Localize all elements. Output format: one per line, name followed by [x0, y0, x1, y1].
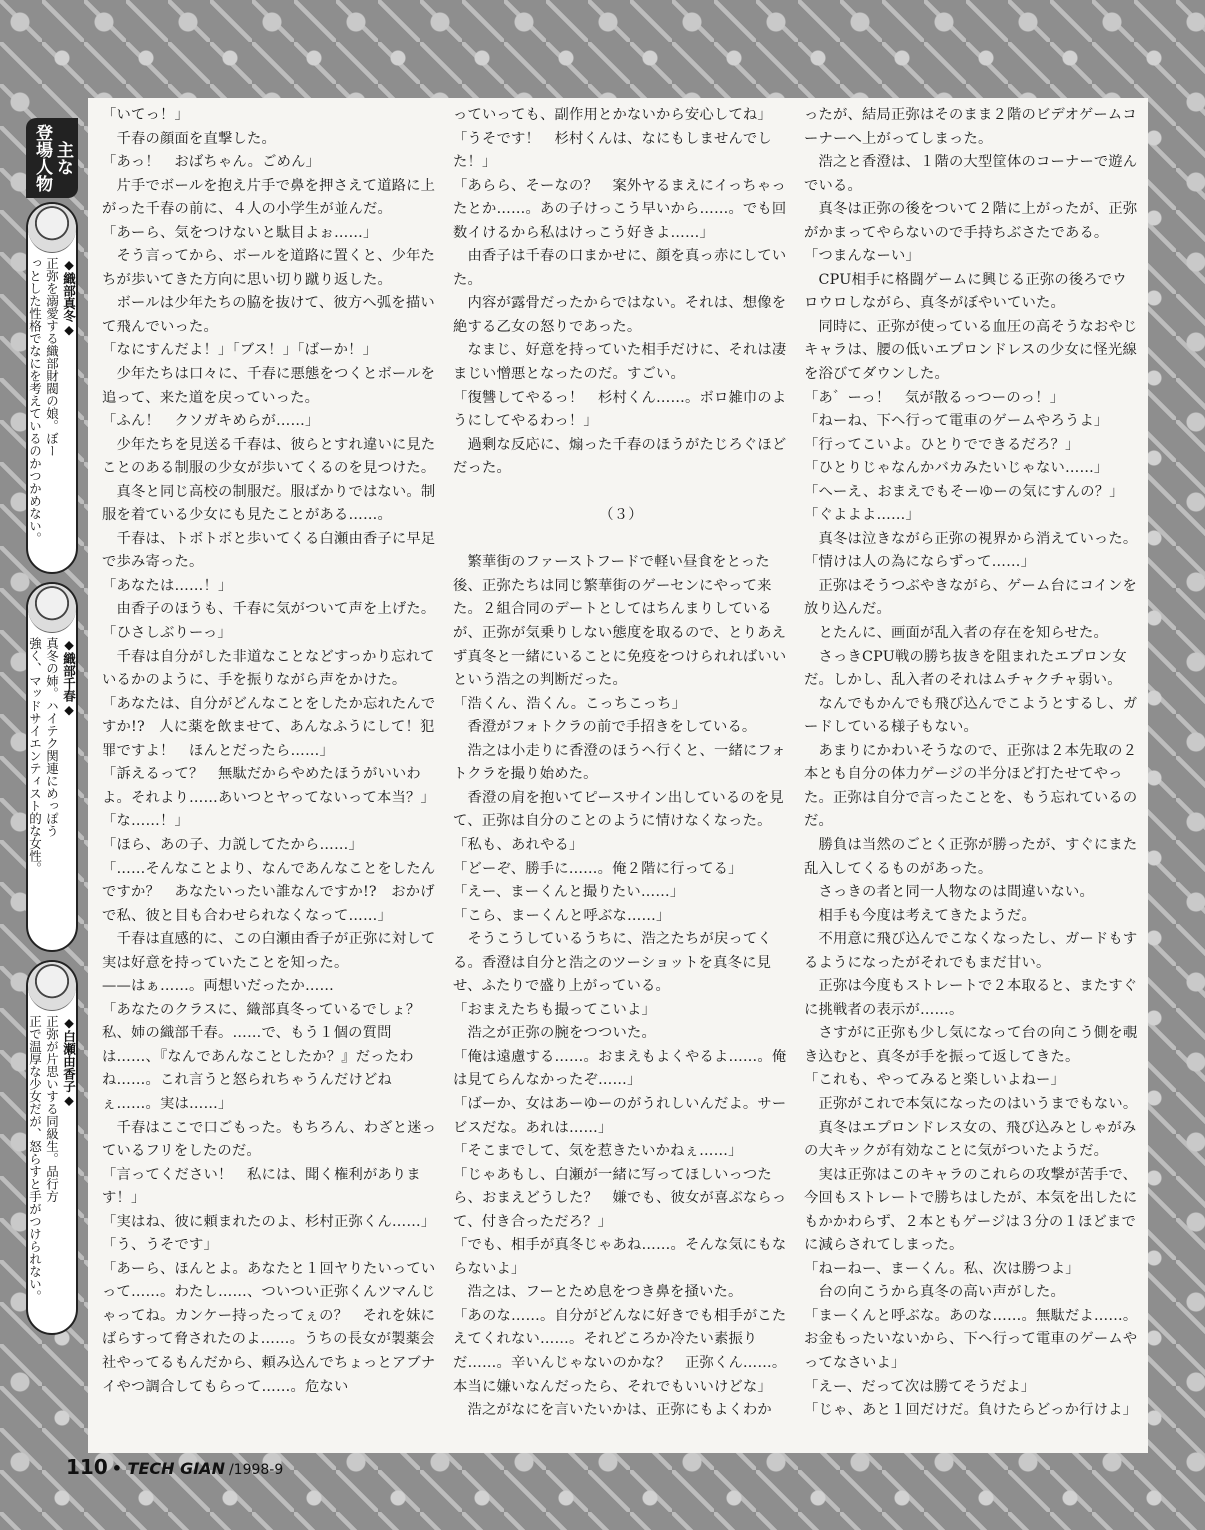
- character-card-mafuyu: [26, 202, 78, 574]
- paragraph: 「ふん！ クソガキめらが……」: [102, 413, 320, 430]
- paragraph: 浩之は小走りに香澄のほうへ行くと、一緒にフォトクラを撮り始めた。: [453, 742, 786, 783]
- paragraph: 「ほら、あの子、力説してたから……」: [102, 836, 363, 853]
- paragraph: ボールは少年たちの脇を抜けて、彼方へ弧を描いて飛んでいった。: [102, 295, 435, 335]
- paragraph: [453, 481, 789, 505]
- paragraph: そう言ってから、ボールを道路に置くと、少年たちが歩いてきた方向に思い切り蹴り返した。: [102, 248, 436, 288]
- paragraph: ——はぁ……。両想いだったか……: [102, 978, 334, 995]
- paragraph: 「これも、やってみると楽しいよねー」: [804, 1072, 1065, 1089]
- paragraph: 「ばーか、女はあーゆーのがうれしいんだよ。サービスだな。あれは……」: [453, 1095, 787, 1136]
- character-desc-line-2: 正で温厚な少女だが、怒らすと手がつけられない。: [27, 1015, 43, 1303]
- paragraph: 真冬は泣きながら正弥の視界から消えていった。: [804, 530, 1138, 547]
- page-footer: [66, 1455, 283, 1485]
- paragraph: 「実はね、彼に頼まれたのよ、杉村正弥くん……」: [102, 1213, 436, 1230]
- paragraph: 千春は直感的に、この白瀬由香子が正弥に対して実は好意を持っていたことを知った。: [102, 931, 436, 971]
- sidebar-heading-line-1: 主な: [53, 141, 73, 175]
- paragraph: 「訴えるって？ 無駄だからやめたほうがいいわよ。それより……あいつとヤってないって本当？」: [102, 766, 435, 806]
- paragraph: 「行ってこいよ。ひとりでできるだろ？」: [804, 436, 1080, 453]
- paragraph: 同時に、正弥が使っている血圧の高そうなおやじキャラは、腰の低いエプロンドレスの少女に怪光線を浴びてダウンした。: [804, 318, 1138, 383]
- paragraph: 「おまえたちも撮ってこいよ」: [453, 1001, 656, 1018]
- paragraph: さすがに正弥も少し気になって台の向こう側を覗き込むと、真冬が手を振って返してきた。: [804, 1025, 1138, 1065]
- sidebar-heading: [26, 118, 78, 198]
- paragraph: 「まーくんと呼ぶな。あのな……。無駄だよ……。お金もったいないから、下へ行って電車のゲームやってなさいよ」: [804, 1307, 1138, 1371]
- paragraph: 「ねーね、下へ行って電車のゲームやろうよ」: [804, 413, 1109, 430]
- paragraph: 正弥がこれで本気になったのはいうまでもない。: [804, 1095, 1138, 1112]
- paragraph: 相手も今度は考えてきたようだ。: [804, 907, 1036, 924]
- paragraph: 内容が露骨だったからではない。それは、想像を絶する乙女の怒りであった。: [453, 295, 787, 335]
- paragraph: 「なにすんだよ！」「ブス！」「ばーか！」: [102, 342, 378, 359]
- paragraph: 「こら、まーくんと呼ぶな……」: [453, 907, 671, 924]
- paragraph: なんでもかんでも飛び込んでこようとするし、ガードしている様子もない。: [804, 695, 1138, 736]
- paragraph: 千春の顔面を直撃した。: [102, 130, 276, 147]
- paragraph: 「な……！」: [102, 813, 189, 830]
- paragraph: 「あーら、ほんとよ。あなたと１回ヤりたいっていって……。わたし……、ついつい正弥くんツマんじゃってね。カンケー持ったってぇの？ それを妹にばらすって脅されたのよ……。うちの長女が製薬会社やってるもんだから、頼み込んでちょっとアブナイやつ調合してもらって……。危ない: [102, 1260, 436, 1395]
- paragraph: 千春は、トボトボと歩いてくる白瀬由香子に早足で歩み寄った。: [102, 530, 436, 571]
- avatar: [28, 584, 76, 633]
- paragraph: 「へーえ、おまえでもそーゆーの気にすんの？」: [804, 483, 1124, 500]
- paragraph: 「情けは人の為にならずって……」: [804, 554, 1036, 571]
- paragraph: 少年たちを見送る千春は、彼らとすれ違いに見たことのある制服の少女が歩いてくるのを見つけた。: [102, 436, 436, 477]
- paragraph: 「そこまでして、気を惹きたいかねぇ……」: [453, 1143, 743, 1160]
- character-desc-line-1: 正弥が片思いする同級生。品行方: [44, 1015, 60, 1203]
- paragraph: 勝負は当然のごとく正弥が勝ったが、すぐにまた乱入してくるものがあった。: [804, 836, 1138, 877]
- paragraph: 「浩くん、浩くん。こっちこっち」: [453, 695, 687, 712]
- page-body: [88, 98, 1148, 1453]
- paragraph: ったが、結局正弥はそのまま２階のビデオゲームコーナーへ上がってしまった。: [804, 107, 1137, 147]
- paragraph: 「あのな……。自分がどんなに好きでも相手がこたえてくれない……。それどころか冷たい素振りだ……。辛いんじゃないのかな？ 正弥くん……。本当に嫌いなんだったら、それでもいいけどな」: [453, 1307, 787, 1395]
- character-card-yukako: [26, 960, 78, 1335]
- paragraph: 千春はここで口ごもった。もちろん、わざと迷っているフリをしたのだ。: [102, 1119, 437, 1160]
- character-desc-line-2: 強く、マッドサイエンティスト的な女性。: [27, 637, 43, 875]
- paragraph: 真冬は正弥の後をついて２階に上がったが、正弥がかまってやらないので手持ちぶさたである。: [804, 201, 1138, 241]
- paragraph: 「つまんなーい」: [804, 248, 920, 265]
- paragraph: さっきの者と同一人物なのは間違いない。: [804, 884, 1094, 901]
- avatar: [28, 204, 76, 253]
- magazine-name: • TECH GIAN: [111, 1459, 225, 1478]
- character-desc-line-2: っとした性格でなにを考えているのかつかめない。: [27, 257, 43, 545]
- paragraph: 「あらら、そーなの？ 案外ヤるまえにイっちゃったとか……。あの子けっこう早いから……。でも回数イけるから私はけっこう好きよ……」: [453, 177, 787, 241]
- character-desc-line-1: 正弥を溺愛する織部財閥の娘。ぼー: [44, 257, 60, 457]
- paragraph: なまじ、好意を持っていた相手だけに、それは凄まじい憎悪となったのだ。すごい。: [453, 342, 787, 383]
- paragraph: 正弥はそうつぶやきながら、ゲーム台にコインを放り込んだ。: [804, 577, 1137, 618]
- paragraph: 香澄がフォトクラの前で手招きをしている。: [453, 719, 757, 736]
- paragraph: 実は正弥はこのキャラのこれらの攻撃が苦手で、今回もストレートで勝ちはしたが、本気を出したにもかかわらず、２本ともゲージは３分の１ほどまでに減らされてしまった。: [804, 1166, 1138, 1254]
- paragraph: 「復讐してやるっ！ 杉村くん……。ボロ雑巾のようにしてやるわっ！」: [453, 389, 787, 430]
- paragraph: そうこうしているうちに、浩之たちが戻ってくる。香澄は自分と浩之のツーショットを真冬に見せ、ふたりで盛り上がっている。: [453, 931, 772, 995]
- paragraph: 「……そんなことより、なんであんなことをしたんですか？ あなたいったい誰なんですか!? おかげで私、彼と目も合わせられなくなって……」: [102, 860, 436, 924]
- paragraph: さっきCPU戦の勝ち抜きを阻まれたエプロン女だ。しかし、乱入者のそれはムチャクチャ弱い。: [804, 648, 1127, 689]
- paragraph: 正弥は今度もストレートで２本取ると、またすぐに挑戦者の表示が……。: [804, 978, 1138, 1018]
- text-column-3: [804, 104, 1140, 1449]
- paragraph: [453, 528, 789, 552]
- paragraph: 「えー、だって次は勝てそうだよ」: [804, 1378, 1036, 1395]
- paragraph: 不用意に飛び込んでこなくなったし、ガードもするようになったがそれでもまだ甘い。: [804, 931, 1138, 971]
- paragraph: 台の向こうから真冬の高い声がした。: [804, 1284, 1065, 1301]
- paragraph: 千春は自分がした非道なことなどすっかり忘れているかのように、手を振りながら声をかけた。: [102, 648, 435, 689]
- paragraph: 繁華街のファーストフードで軽い昼食をとった後、正弥たちは同じ繁華街のゲーセンにやって来た。２組合同のデートとしてはちんまりしているが、正弥が気乗りしない態度を取るので、とりあえず真冬と一緒にいることに免疫をつけられればいいという浩之の判断だった。: [453, 554, 787, 689]
- paragraph: 「えー、まーくんと撮りたい……」: [453, 884, 685, 901]
- paragraph: 「うそです！ 杉村くんは、なにもしませんでした！」: [453, 130, 772, 171]
- paragraph: 香澄の肩を抱いてピースサイン出しているのを見て、正弥は自分のことのように情けなくなった。: [453, 789, 784, 830]
- character-card-chiharu: [26, 582, 78, 952]
- character-name: ◆織部千春◆: [61, 637, 77, 717]
- paragraph: 浩之が正弥の腕をつついた。: [453, 1025, 656, 1042]
- paragraph: 「言ってください！ 私には、聞く権利があります！」: [102, 1166, 421, 1207]
- paragraph: 「でも、相手が真冬じゃあね……。そんな気にもならないよ」: [453, 1237, 787, 1277]
- character-name: ◆白瀬由香子◆: [61, 1015, 77, 1108]
- paragraph: 「俺は遠慮する……。おまえもよくやるよ……。俺は見てらんなかったぞ……」: [453, 1048, 787, 1089]
- paragraph: 「あなたのクラスに、織部真冬っているでしょ？私、姉の織部千春。……で、もう１個の質問は……、『なんであんなことしたか？』だったわね……。これ言うと怒られちゃうんだけどねぇ……。実は……」: [102, 1001, 421, 1112]
- character-name: ◆織部真冬◆: [61, 257, 77, 337]
- paragraph: 「ぐよよよ……」: [804, 507, 920, 524]
- paragraph: 真冬はエプロンドレス女の、飛び込みとしゃがみの大キックが有効なことに気がついたようだ。: [804, 1119, 1137, 1160]
- paragraph: 「どーぞ、勝手に……。俺２階に行ってる」: [453, 860, 743, 877]
- paragraph: 「あ゛ーっ！ 気が散るっつーのっ！」: [804, 389, 1065, 406]
- paragraph: 「あっ！ おばちゃん。ごめん」: [102, 154, 321, 171]
- paragraph: 「じゃ、あと１回だけだ。負けたらどっか行けよ」: [804, 1402, 1138, 1419]
- paragraph: 「う、うそです」: [102, 1237, 218, 1254]
- paragraph: 少年たちは口々に、千春に悪態をつくとボールを追って、来た道を戻っていった。: [102, 366, 436, 406]
- paragraph: 過剰な反応に、煽った千春のほうがたじろぐほどだった。: [453, 436, 787, 477]
- paragraph: あまりにかわいそうなので、正弥は２本先取の２本とも自分の体力ゲージの半分ほど打たせてやった。正弥は自分で言ったことを、もう忘れているのだ。: [804, 742, 1138, 830]
- text-column-1: [102, 104, 438, 1449]
- paragraph: 「いてっ！」: [102, 107, 189, 123]
- paragraph: 浩之がなにを言いたいかは、正弥にもよくわか: [453, 1402, 772, 1419]
- issue-number: /1998-9: [228, 1462, 284, 1478]
- paragraph: 「ねーねー、まーくん。私、次は勝つよ」: [804, 1260, 1080, 1277]
- paragraph: 浩之と香澄は、１階の大型筐体のコーナーで遊んでいる。: [804, 154, 1138, 194]
- paragraph: とたんに、画面が乱入者の存在を知らせた。: [804, 625, 1109, 642]
- paragraph: 浩之は、フーとため息をつき鼻を掻いた。: [453, 1284, 743, 1301]
- paragraph: 「ひとりじゃなんかバカみたいじゃない……」: [804, 460, 1109, 477]
- paragraph: （３）: [599, 507, 643, 524]
- paragraph: 真冬と同じ高校の制服だ。服ばかりではない。制服を着ている少女にも見たことがある……。: [102, 483, 436, 524]
- paragraph: 片手でボールを抱え片手で鼻を押さえて道路に上がった千春の前に、４人の小学生が並んだ。: [102, 177, 436, 218]
- paragraph: っていっても、副作用とかないから安心してね」: [453, 107, 772, 123]
- page-number: 110: [66, 1455, 108, 1479]
- paragraph: 「あーら、気をつけないと駄目よぉ……」: [102, 224, 378, 241]
- paragraph: CPU相手に格闘ゲームに興じる正弥の後ろでウロウロしながら、真冬がぼやいていた。: [804, 271, 1127, 312]
- paragraph: 「ひさしぶりーっ」: [102, 625, 232, 642]
- avatar: [28, 962, 76, 1011]
- paragraph: 「じゃあもし、白瀬が一緒に写ってほしいっつたら、おまえどうした？ 嫌でも、彼女が喜ぶならって、付き合っただろ？」: [453, 1166, 787, 1230]
- character-desc-line-1: 真冬の姉。ハイテク関連にめっぽう: [44, 637, 60, 837]
- sidebar-heading-line-2: 登場人物: [32, 124, 52, 192]
- character-sidebar: [26, 110, 78, 1335]
- paragraph: 「私も、あれやる」: [453, 836, 584, 853]
- paragraph: 由香子は千春の口まかせに、顔を真っ赤にしていた。: [453, 248, 787, 288]
- text-column-2: [453, 104, 789, 1449]
- paragraph: 「あなたは……！」: [102, 577, 233, 594]
- paragraph: 「あなたは、自分がどんなことをしたか忘れたんですか!? 人に薬を飲ませて、あんなふうにして！犯罪ですよ！ ほんとだったら……」: [102, 695, 436, 759]
- paragraph: 由香子のほうも、千春に気がついて声を上げた。: [102, 601, 436, 618]
